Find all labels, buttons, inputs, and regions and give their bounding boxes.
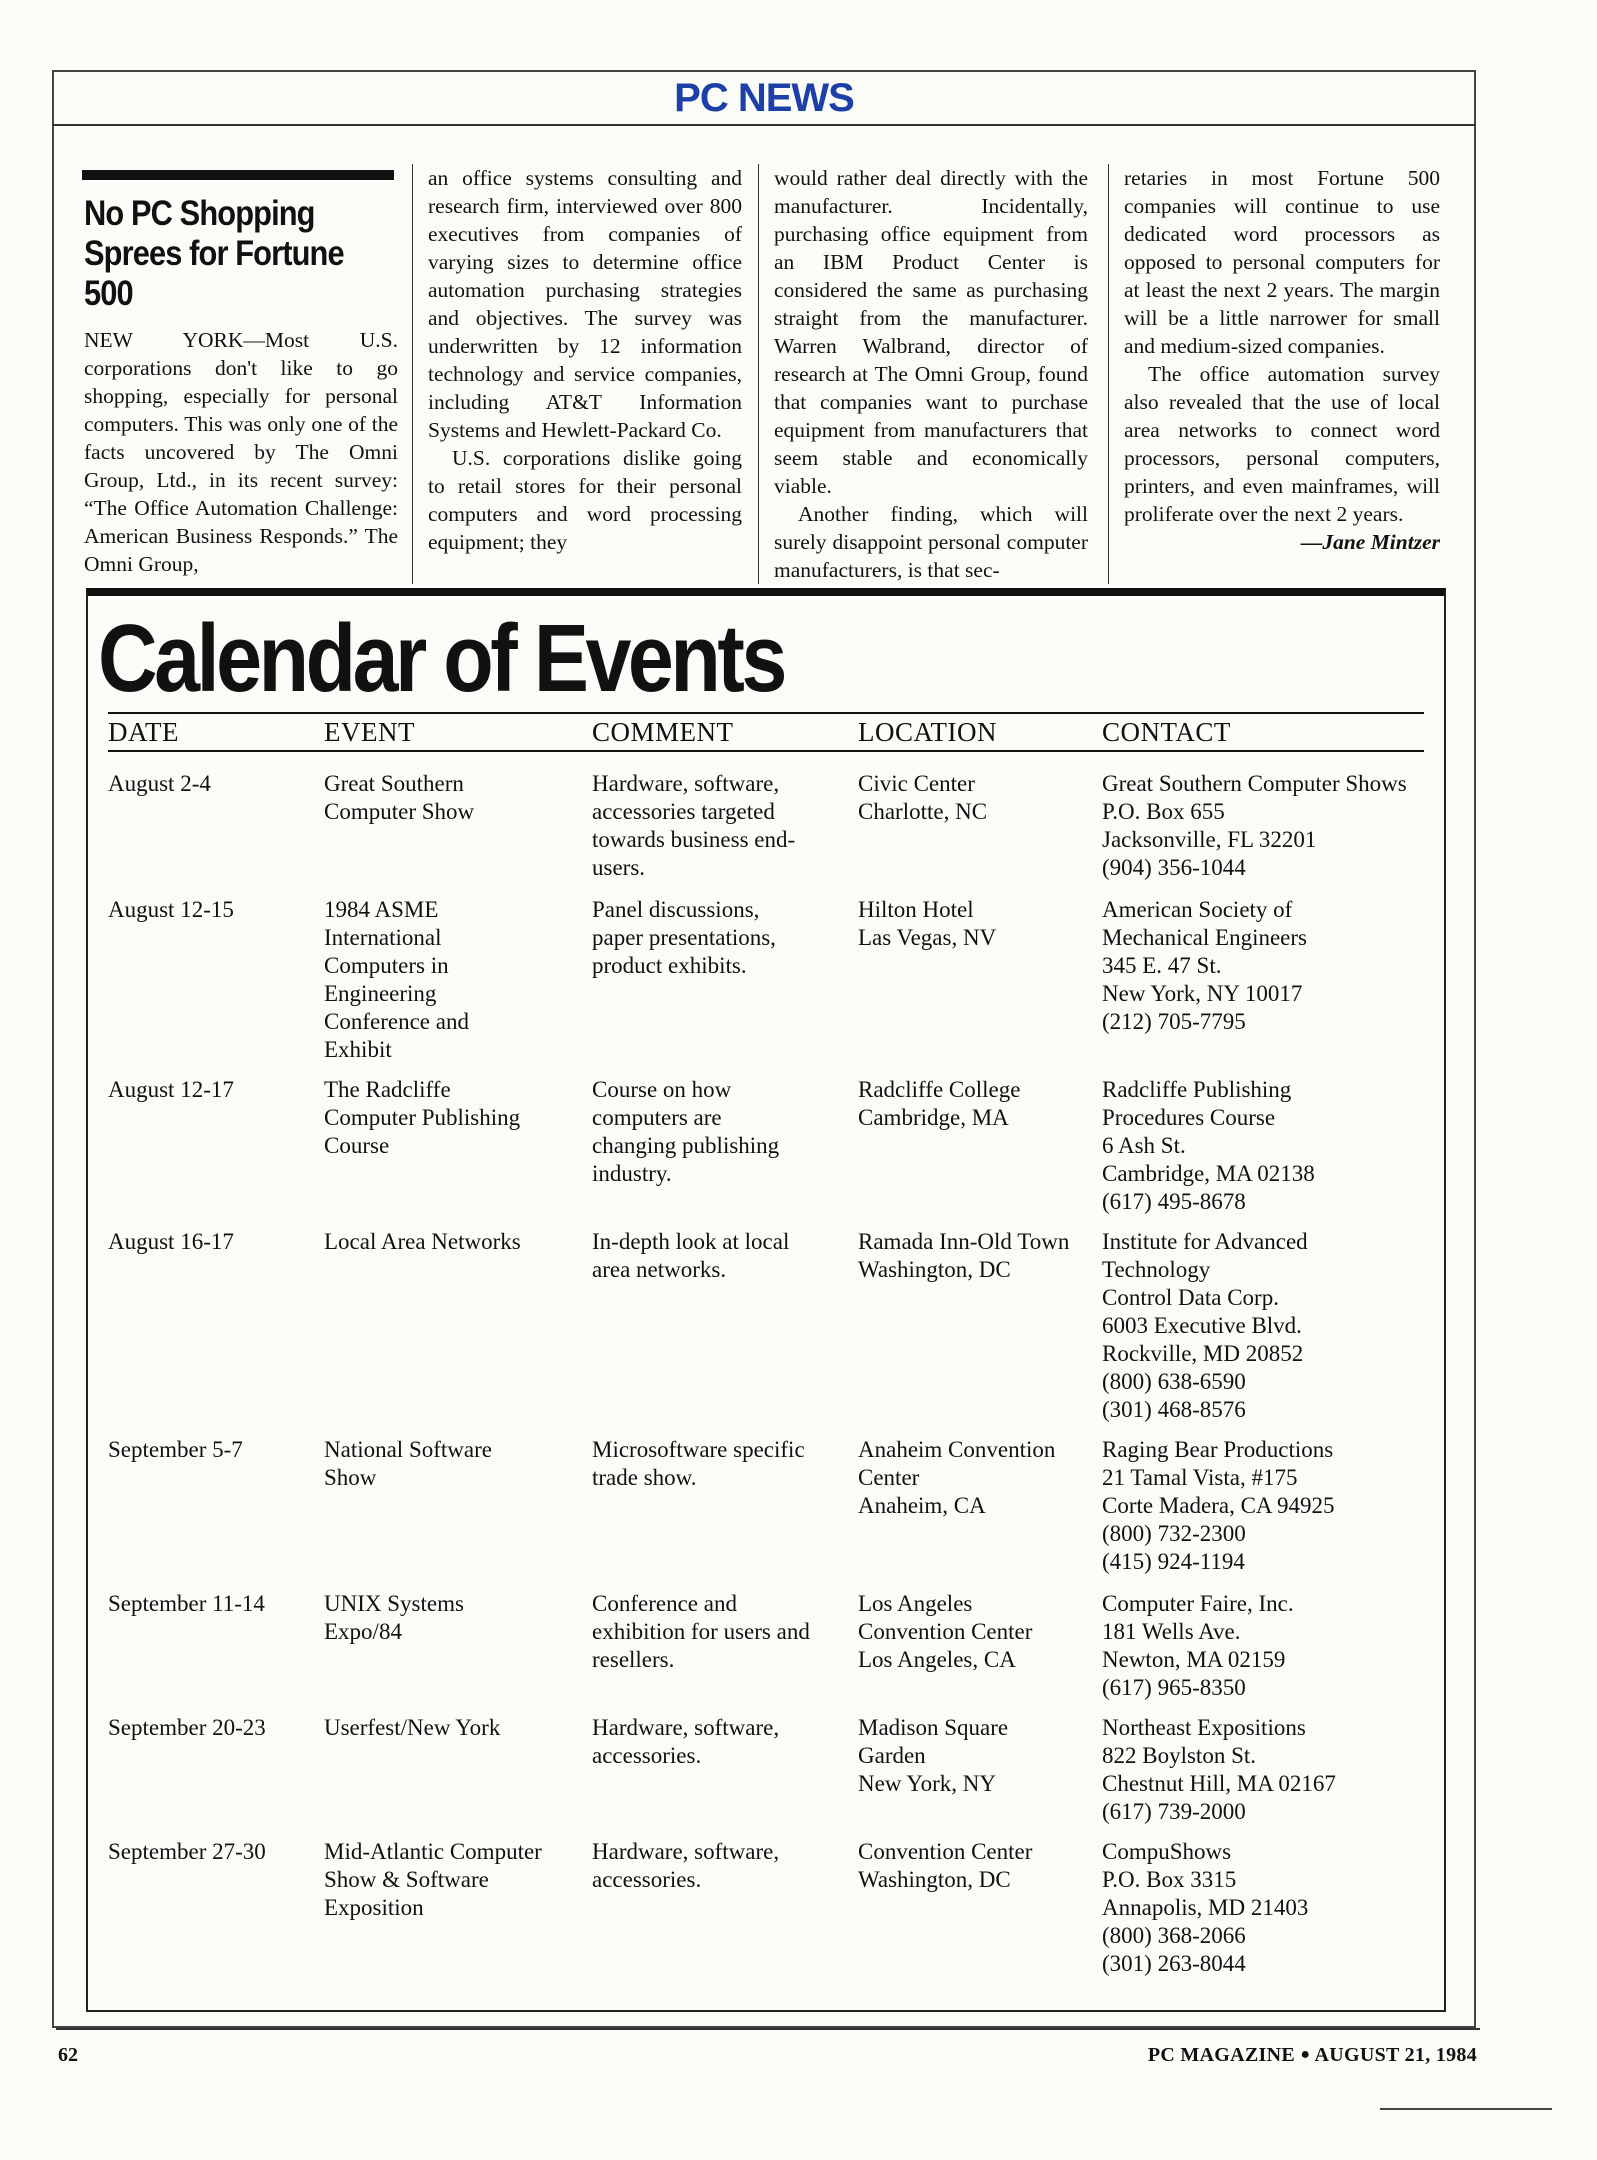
section-banner: PC NEWS [674,76,854,120]
article-paragraph: would rather deal directly with the manufacturer. Incidentally, purchasing office equipment from an IBM Product Center is considered the same as purchasing straight from the manufacturer. Warren Walbrand, director of research at The Omni Group, found that companies want to purchase equipment from manufacturers that seem stable and economically viable. [774,166,1088,498]
event-comment: Course on how computers are changing publishing industry. [592,1077,780,1186]
header-date: DATE [108,717,179,747]
headline-bar [82,170,394,180]
event-date: September 20-23 [108,1715,266,1740]
event-date: September 5-7 [108,1437,243,1462]
event-name: Local Area Networks [324,1229,521,1254]
article-paragraph: retaries in most Fortune 500 companies will continue to use dedicated word processors as opposed to personal computers for at least the next 2 years. The margin will be a little narrower for small and medium-sized companies. [1124,166,1440,358]
calendar-title: Calendar of Events [98,605,784,712]
header-location: LOCATION [858,717,997,747]
event-contact: Radcliffe Publishing Procedures Course 6 Ash St. Cambridge, MA 02138 (617) 495-8678 [1102,1077,1315,1214]
issue-date: AUGUST 21, 1984 [1314,2044,1477,2066]
event-contact: Northeast Expositions 822 Boylston St. Chestnut Hill, MA 02167 (617) 739-2000 [1102,1715,1336,1824]
event-contact: Great Southern Computer Shows P.O. Box 655 Jacksonville, FL 32201 (904) 356-1044 [1102,771,1407,880]
decorative-rule [1380,2108,1552,2110]
column-divider [412,164,413,584]
article-column-2 [428,164,742,584]
event-name: Userfest/New York [324,1715,501,1740]
event-contact: Institute for Advanced Technology Control Data Corp. 6003 Executive Blvd. Rockville, MD 20852 (800) 638-6590 (301) 468-8576 [1102,1229,1308,1422]
event-contact: Computer Faire, Inc. 181 Wells Ave. Newton, MA 02159 (617) 965-8350 [1102,1591,1294,1700]
event-comment: Hardware, software, accessories. [592,1839,780,1892]
column-divider [1108,164,1109,584]
article-paragraph [1124,360,1440,554]
event-contact: American Society of Mechanical Engineers 345 E. 47 St. New York, NY 10017 (212) 705-7795 [1102,897,1307,1034]
article-paragraph: U.S. corporations dislike going to retail stores for their personal computers and word processing equipment; they [428,446,742,554]
page-number: 62 [58,2044,78,2066]
event-comment: Conference and exhibition for users and resellers. [592,1591,810,1672]
article-paragraph: Another finding, which will surely disappoint personal computer manufacturers, is that sec- [774,502,1088,582]
banner-rule [52,124,1476,126]
article-column-1 [84,326,398,586]
event-name: Great Southern Computer Show [324,771,475,824]
event-location: Convention Center Washington, DC [858,1839,1033,1892]
footer-rule [56,2028,1480,2030]
event-date: September 11-14 [108,1591,265,1616]
header-contact: CONTACT [1102,717,1231,747]
article-column-3 [774,164,1088,584]
event-location: Radcliffe College Cambridge, MA [858,1077,1021,1130]
event-name: Mid-Atlantic Computer Show & Software Exposition [324,1839,542,1920]
event-comment: Hardware, software, accessories. [592,1715,780,1768]
event-name: UNIX Systems Expo/84 [324,1591,464,1644]
event-date: September 27-30 [108,1839,266,1864]
event-comment: Panel discussions, paper presentations, product exhibits. [592,897,776,978]
event-comment: Hardware, software, accessories targeted towards business end- users. [592,771,796,880]
bullet-icon: ● [1300,2046,1311,2063]
header-comment: COMMENT [592,717,734,747]
event-location: Hilton Hotel Las Vegas, NV [858,897,997,950]
event-location: Anaheim Convention Center Anaheim, CA [858,1437,1056,1518]
article-paragraph: an office systems consulting and research firm, interviewed over 800 executives from companies of varying sizes to determine office automation purchasing strategies and objectives. The survey was underwritten by 12 information technology and service companies, including AT&T Information Systems and Hewlett-Packard Co. [428,166,742,442]
article-headline: No PC Shopping Sprees for Fortune 500 [84,194,344,313]
article-paragraph-text: The office automation survey also revealed that the use of local area networks to connect word processors, personal computers, printers, and even mainframes, will proliferate over the next 2 years. [1124,362,1440,526]
event-location: Ramada Inn-Old Town Washington, DC [858,1229,1070,1282]
event-location: Madison Square Garden New York, NY [858,1715,1009,1796]
event-date: August 2-4 [108,771,211,796]
event-location: Civic Center Charlotte, NC [858,771,988,824]
event-name: National Software Show [324,1437,492,1490]
byline: —Jane Mintzer [1300,530,1440,554]
event-date: August 12-15 [108,897,234,922]
event-location: Los Angeles Convention Center Los Angeles, CA [858,1591,1033,1672]
event-name: The Radcliffe Computer Publishing Course [324,1077,521,1158]
article-paragraph: NEW YORK—Most U.S. corporations don't like to go shopping, especially for personal computers. This was only one of the facts uncovered by The Omni Group, Ltd., in its recent survey: “The Office Automation Challenge: American Business Responds.” The Omni Group, [84,328,398,576]
magazine-name: PC MAGAZINE [1147,2044,1296,2066]
event-date: August 12-17 [108,1077,234,1102]
event-name: 1984 ASME International Computers in Engineering Conference and Exhibit [324,897,469,1062]
header-event: EVENT [324,717,415,747]
event-comment: Microsoftware specific trade show. [592,1437,805,1490]
event-comment: In-depth look at local area networks. [592,1229,790,1282]
event-date: August 16-17 [108,1229,234,1254]
event-contact: CompuShows P.O. Box 3315 Annapolis, MD 21403 (800) 368-2066 (301) 263-8044 [1102,1839,1309,1976]
article-column-4 [1124,164,1440,584]
event-contact: Raging Bear Productions 21 Tamal Vista, #175 Corte Madera, CA 94925 (800) 732-2300 (415) 924-1194 [1102,1437,1335,1574]
column-divider [758,164,759,584]
footer-masthead [1148,2044,1477,2067]
calendar-header-row [108,712,1424,752]
